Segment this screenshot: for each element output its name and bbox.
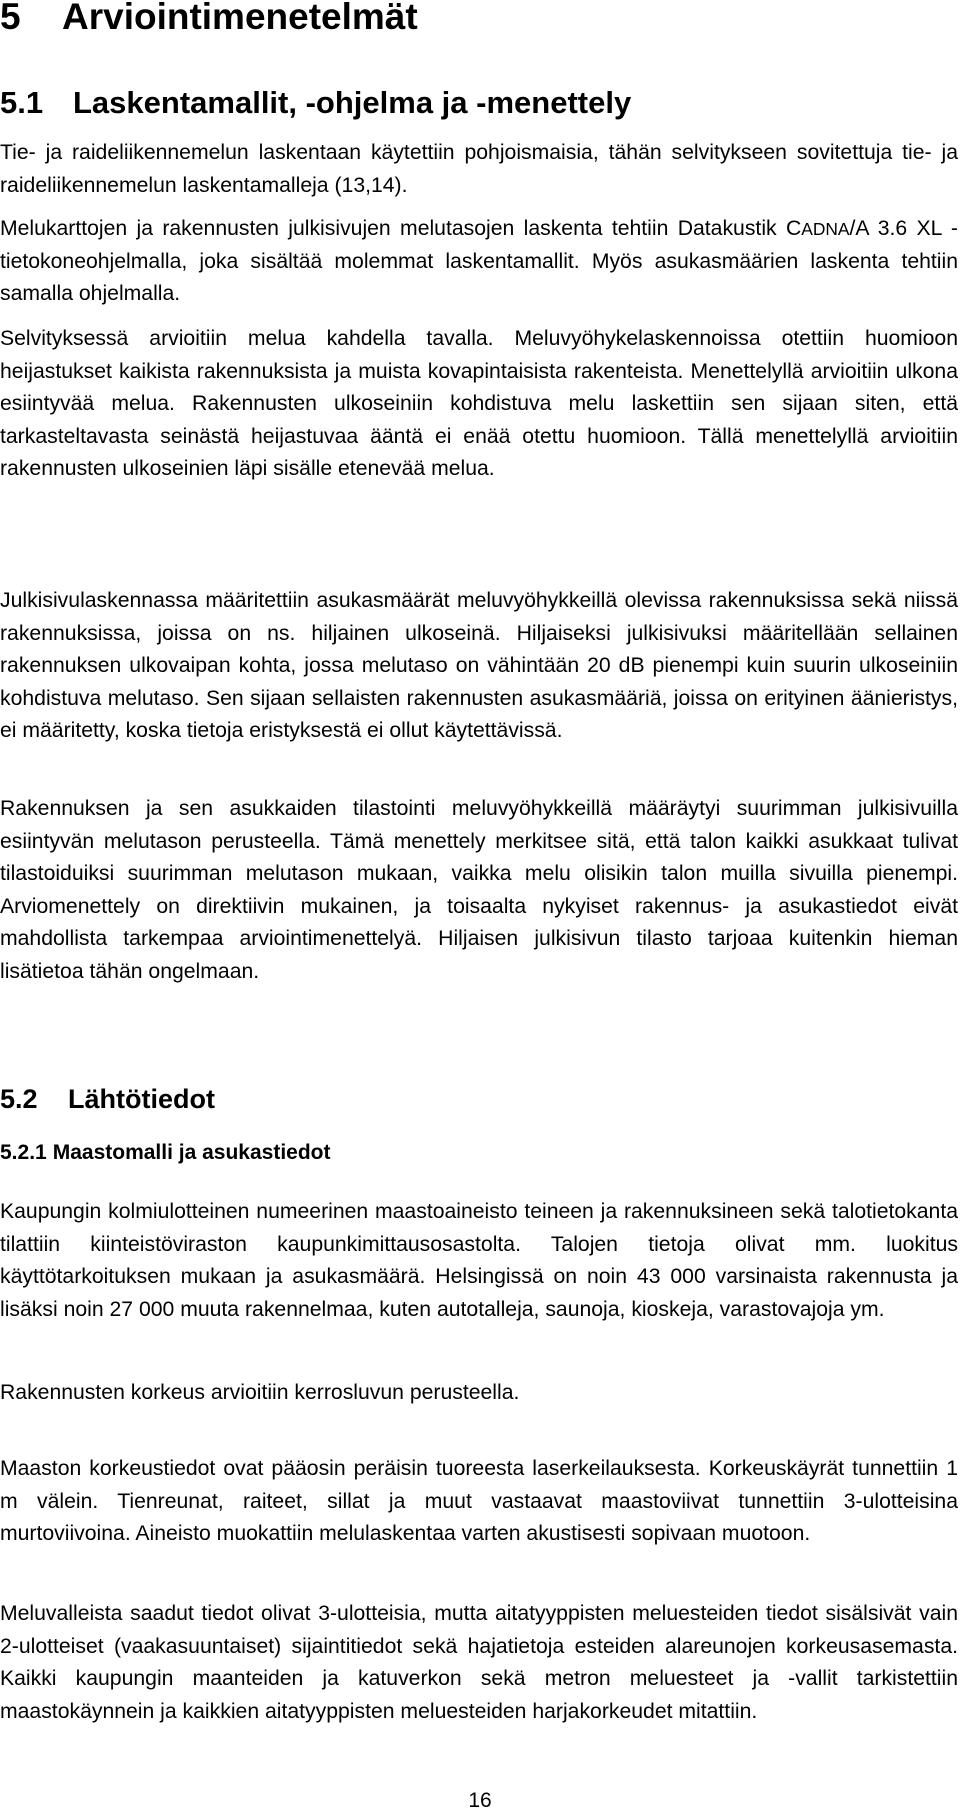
section-heading-5-2 xyxy=(0,1082,215,1116)
paragraph: Tie- ja raideliikennemelun laskentaan käytettiin pohjoismaisia, tähän selvitykseen sovitettuja tie- ja raideliikennemelun laskentamalleja (13,14). xyxy=(0,141,958,197)
paragraph-datakustik xyxy=(0,213,958,311)
subsection-title: Maastomalli ja asukastiedot xyxy=(52,1141,331,1164)
section-title: Lähtötiedot xyxy=(68,1084,215,1114)
paragraph-text: Melukarttojen ja rakennusten julkisivujen melutasojen laskenta tehtiin Datakustik C xyxy=(0,217,802,240)
paragraph: Meluvalleista saadut tiedot olivat 3-ulotteisia, mutta aitatyyppisten meluesteiden tiedot sisälsivät vain 2-ulotteiset (vaakasuuntaiset) sijaintitiedot sekä hajatietoja esteiden alareunojen korkeusasemasta. Kaikki kaupungin maanteiden ja katuverkon sekä metron meluesteet ja -vallit tarkistettiin maastokäynnein ja kaikkien aitatyyppisten meluesteiden harjakorkeudet mitattiin. xyxy=(0,1602,958,1723)
paragraph: Julkisivulaskennassa määritettiin asukasmäärät meluvyöhykkeillä olevissa rakennuksissa sekä niissä rakennuksissa, joissa on ns. hiljainen ulkoseinä. Hiljaiseksi julkisivuksi määritellään sellainen rakennuksen ulkovaipan kohta, jossa melutaso on vähintään 20 dB pienempi kuin suurin ulkoseiniin kohdistuva melutaso. Sen sijaan sellaisten rakennusten asukasmääriä, joissa on erityinen äänieristys, ei määritetty, koska tietoja eristyksestä ei ollut käytettävissä. xyxy=(0,589,958,742)
paragraph: Rakennuksen ja sen asukkaiden tilastointi meluvyöhykkeillä määräytyi suurimman julkisivuilla esiintyvän melutason perusteella. Tämä menettely merkitsee sitä, että talon kaikki asukkaat tulivat tilastoiduiksi suurimman melutason mukaan, vaikka melu olisikin talon muilla sivuilla pienempi. Arviomenettely on direktiivin mukainen, ja toisaalta nykyiset rakennus- ja asukastiedot eivät mahdollista tarkempaa arviointimenettelyä. Hiljaisen julkisivun tilasto tarjoaa kuitenkin hieman lisätietoa tähän ongelmaan. xyxy=(0,797,958,983)
paragraph: Kaupungin kolmiulotteinen numeerinen maastoaineisto teineen ja rakennuksineen sekä talotietokanta tilattiin kiinteistöviraston kaupunkimittausosastolta. Talojen tietoja olivat mm. luokitus käyttötarkoituksen mukaan ja asukasmäärä. Helsingissä on noin 43 000 varsinaista rakennusta ja lisäksi noin 27 000 muuta rakennelmaa, kuten autotalleja, saunoja, kioskeja, varastovajoja ym. xyxy=(0,1200,958,1321)
chapter-heading xyxy=(0,0,418,40)
paragraph: Maaston korkeustiedot ovat pääosin peräisin tuoreesta laserkeilauksesta. Korkeuskäyrät tunnettiin 1 m välein. Tienreunat, raiteet, sillat ja muut vastaavat maastoviivat tunnettiin 3-ulotteisina murtoviivoina. Aineisto muokattiin melulaskentaa varten akustisesti sopivaan muotoon. xyxy=(0,1457,958,1545)
section-heading-5-1 xyxy=(0,84,631,122)
section-number: 5.1 xyxy=(0,85,44,120)
subsection-number: 5.2.1 xyxy=(0,1141,47,1164)
paragraph: Rakennusten korkeus arvioitiin kerrosluvun perusteella. xyxy=(0,1381,520,1404)
section-number: 5.2 xyxy=(0,1084,38,1114)
subsection-heading-5-2-1 xyxy=(0,1139,331,1167)
paragraph-text: /A 3.6 XL -tietokoneohjelmalla, joka sisältää molemmat laskentamallit. Myös asukasmäärien laskenta tehtiin samalla ohjelmalla. xyxy=(0,217,958,305)
chapter-title: Arviointimenetelmät xyxy=(62,0,418,37)
software-name-caps: ADNA xyxy=(801,219,850,239)
section-title: Laskentamallit, -ohjelma ja -menettely xyxy=(73,85,632,120)
chapter-number: 5 xyxy=(0,0,21,37)
page-number: 16 xyxy=(468,1789,492,1812)
paragraph: Selvityksessä arvioitiin melua kahdella tavalla. Meluvyöhykelaskennoissa otettiin huomioon heijastukset kaikista rakennuksista ja muista kovapintaisista rakenteista. Menettelyllä arvioitiin ulkona esiintyvää melua. Rakennusten ulkoseiniin kohdistuva melu laskettiin sen sijaan siten, että tarkasteltavasta seinästä heijastuvaa ääntä ei enää otettu huomioon. Tällä menettelyllä arvioitiin rakennusten ulkoseinien läpi sisälle etenevää melua. xyxy=(0,327,958,480)
